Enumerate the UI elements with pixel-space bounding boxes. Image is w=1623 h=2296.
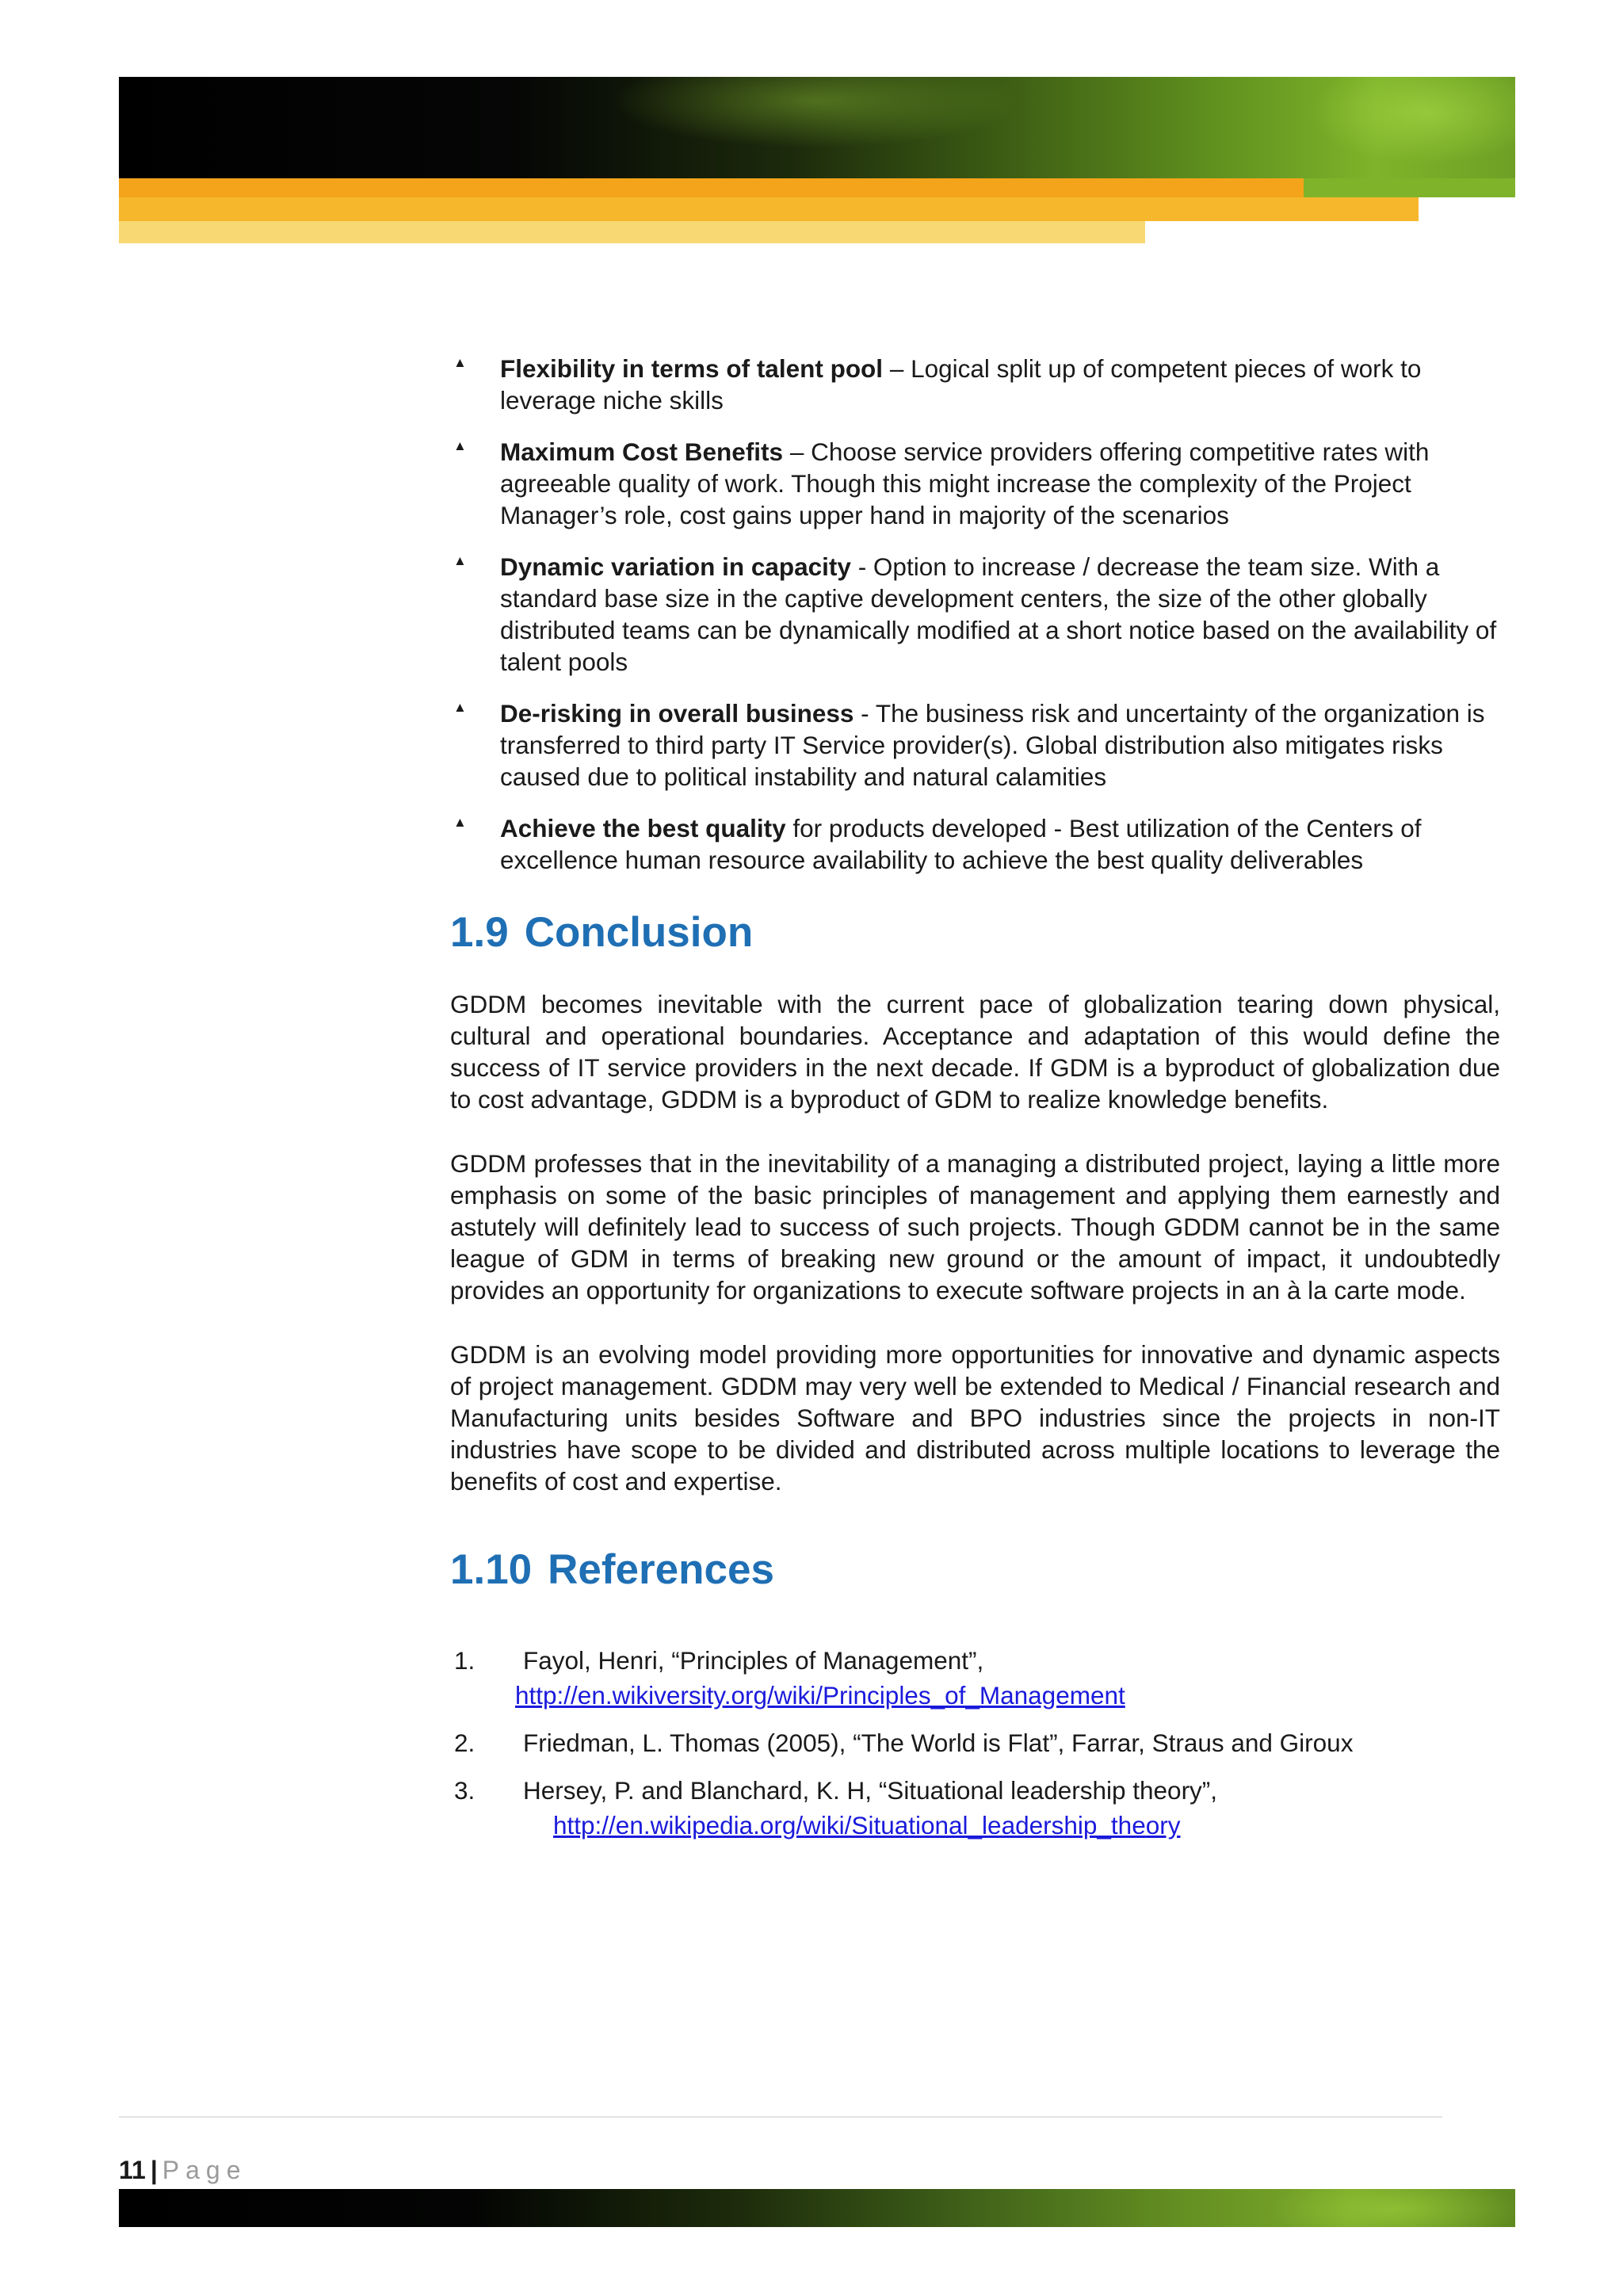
- bullet-text: - The business risk and uncertainty of the organization is transferred to third party IT Service provider(s). Global distribution also mitigates risks caused due to political instability and natural calamities: [500, 699, 1485, 791]
- header-glow: [610, 77, 1022, 148]
- bullet-title: Flexibility in terms of talent pool: [500, 354, 884, 383]
- list-item: [450, 697, 1500, 793]
- page-label: Page: [162, 2156, 247, 2184]
- list-item: [450, 812, 1500, 876]
- section-title: References: [548, 1546, 774, 1593]
- list-item: [450, 551, 1500, 678]
- bullet-title: De-risking in overall business: [500, 699, 854, 728]
- footer-glow: [1268, 2189, 1515, 2227]
- bullet-icon: ▲: [453, 438, 467, 453]
- bullet-title: Dynamic variation in capacity: [500, 552, 851, 581]
- page-number: [119, 2154, 247, 2186]
- reference-item: [450, 1775, 1500, 1841]
- bullet-icon: ▲: [453, 815, 467, 830]
- reference-item: [450, 1727, 1500, 1759]
- page-number-separator: |: [150, 2156, 158, 2184]
- reference-number: 1.: [454, 1646, 475, 1675]
- section-heading-references: [450, 1545, 1500, 1595]
- header-glow-right: [1308, 77, 1515, 164]
- list-item: [450, 436, 1500, 531]
- bullet-icon: ▲: [453, 355, 467, 370]
- reference-text: Fayol, Henri, “Principles of Management”,: [523, 1646, 984, 1675]
- section-title: Conclusion: [524, 909, 754, 956]
- conclusion-paragraph-2: GDDM professes that in the inevitability of a managing a distributed project, laying a little more emphasis on some of the basic principles of management and applying them earnestly and astutely will definitely lead to success of such projects. Though GDDM cannot be in the same league of GDM in terms of breaking new ground or the amount of impact, it undoubtedly provides an opportunity for organizations to execute software projects in an à la carte mode.: [450, 1149, 1500, 1305]
- reference-number: 3.: [454, 1776, 475, 1805]
- reference-text: Friedman, L. Thomas (2005), “The World is Flat”, Farrar, Straus and Giroux: [523, 1729, 1354, 1757]
- bullet-text: – Logical split up of competent pieces of work to leverage niche skills: [500, 354, 1422, 415]
- header-yellow-stripe: [119, 221, 1145, 243]
- bullet-icon: ▲: [453, 553, 467, 568]
- reference-link[interactable]: http://en.wikiversity.org/wiki/Principles_of_Management: [515, 1681, 1125, 1710]
- header-banner: [119, 77, 1515, 246]
- list-item: [450, 353, 1500, 416]
- references-list: [450, 1645, 1500, 1841]
- bullet-text: - Option to increase / decrease the team size. With a standard base size in the captive development centers, the size of the other globally distributed teams can be dynamically modified at a short notice based on the availability of talent pools: [500, 552, 1497, 676]
- bullet-icon: ▲: [453, 700, 467, 715]
- header-orange-stripe-2: [119, 197, 1419, 221]
- reference-link[interactable]: http://en.wikipedia.org/wiki/Situational_leadership_theory: [553, 1811, 1181, 1839]
- page-content: [450, 353, 1500, 1857]
- section-number: 1.10: [450, 1546, 533, 1593]
- reference-item: [450, 1645, 1500, 1711]
- header-orange-stripe-1: [119, 178, 1304, 197]
- page-number-value: 11: [119, 2156, 146, 2184]
- section-heading-conclusion: [450, 907, 1500, 958]
- benefits-list: [450, 353, 1500, 876]
- bullet-text: – Choose service providers offering competitive rates with agreeable quality of work. Though this might increase the complexity of the Project Manager’s role, cost gains upper hand in majority of the scenarios: [500, 437, 1430, 529]
- reference-number: 2.: [454, 1729, 475, 1757]
- header-green-tab: [1304, 178, 1515, 197]
- bullet-title: Achieve the best quality: [500, 814, 786, 842]
- conclusion-paragraph-3: GDDM is an evolving model providing more opportunities for innovative and dynamic aspects of project management. GDDM may very well be extended to Medical / Financial research and Manufacturing units besides Software and BPO industries since the projects in non-IT industries have scope to be divided and distributed across multiple locations to leverage the benefits of cost and expertise.: [450, 1340, 1500, 1496]
- footer-divider: [119, 2116, 1442, 2118]
- bullet-title: Maximum Cost Benefits: [500, 437, 784, 466]
- conclusion-paragraph-1: GDDM becomes inevitable with the current pace of globalization tearing down physical, cultural and operational boundaries. Acceptance and adaptation of this would define the success of IT service providers in the next decade. If GDM is a byproduct of globalization due to cost advantage, GDDM is a byproduct of GDM to realize knowledge benefits.: [450, 990, 1500, 1114]
- footer-banner: [119, 2189, 1515, 2227]
- section-number: 1.9: [450, 909, 509, 956]
- bullet-text: for products developed - Best utilization of the Centers of excellence human resource availability to achieve the best quality deliverables: [500, 814, 1422, 874]
- reference-text: Hersey, P. and Blanchard, K. H, “Situational leadership theory”,: [523, 1776, 1218, 1805]
